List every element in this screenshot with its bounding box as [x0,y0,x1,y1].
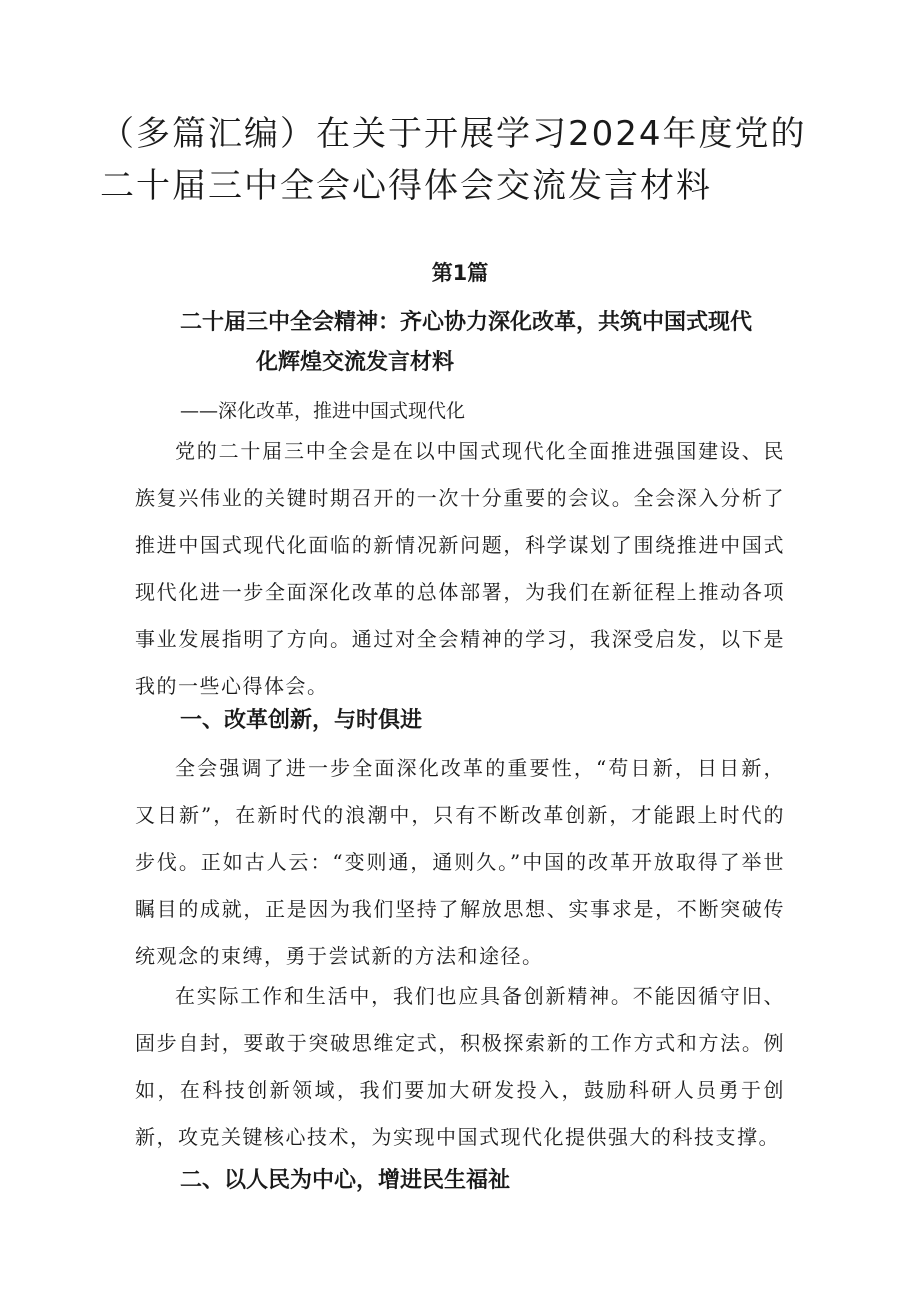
article-title [180,303,790,383]
article-title-line-2: 化辉煌交流发言材料 [256,350,455,375]
paragraph-intro: 党的二十届三中全会是在以中国式现代化全面推进强国建设、民族复兴伟业的关键时期召开的一次十分重要的会议。全会深入分析了推进中国式现代化面临的新情况新问题，科学谋划了围绕推进中国式现代化进一步全面深化改革的总体部署，为我们在新征程上推动各项事业发展指明了方向。通过对全会精神的学习，我深受启发，以下是我的一些心得体会。 [135,439,785,698]
article-subtitle: ——深化改革，推进中国式现代化 [180,400,466,422]
section-heading-2: 二、以人民为中心，增进民生福祉 [180,1168,511,1193]
paragraph-reform-1: 全会强调了进一步全面深化改革的重要性，“苟日新，日日新，又日新”，在新时代的浪潮中，只有不断改革创新，才能跟上时代的步伐。正如古人云：“变则通，通则久。”中国的改革开放取得了举世瞩目的成就，正是因为我们坚持了解放思想、实事求是，不断突破传统观念的束缚，勇于尝试新的方法和途径。 [135,756,785,968]
document-title: （多篇汇编）在关于开展学习2024年度党的 二十届三中全会心得体会交流发言材料 [100,114,807,206]
article-title-line-1: 二十届三中全会精神：齐心协力深化改革，共筑中国式现代 [180,310,753,335]
part-label: 第1篇 [431,261,489,285]
paragraph-reform-2: 在实际工作和生活中，我们也应具备创新精神。不能因循守旧、固步自封，要敢于突破思维定式，积极探索新的工作方式和方法。例如，在科技创新领域，我们要加大研发投入，鼓励科研人员勇于创新，攻克关键核心技术，为实现中国式现代化提供强大的科技支撑。 [135,984,785,1149]
section-heading-1: 一、改革创新，与时俱进 [180,708,423,733]
